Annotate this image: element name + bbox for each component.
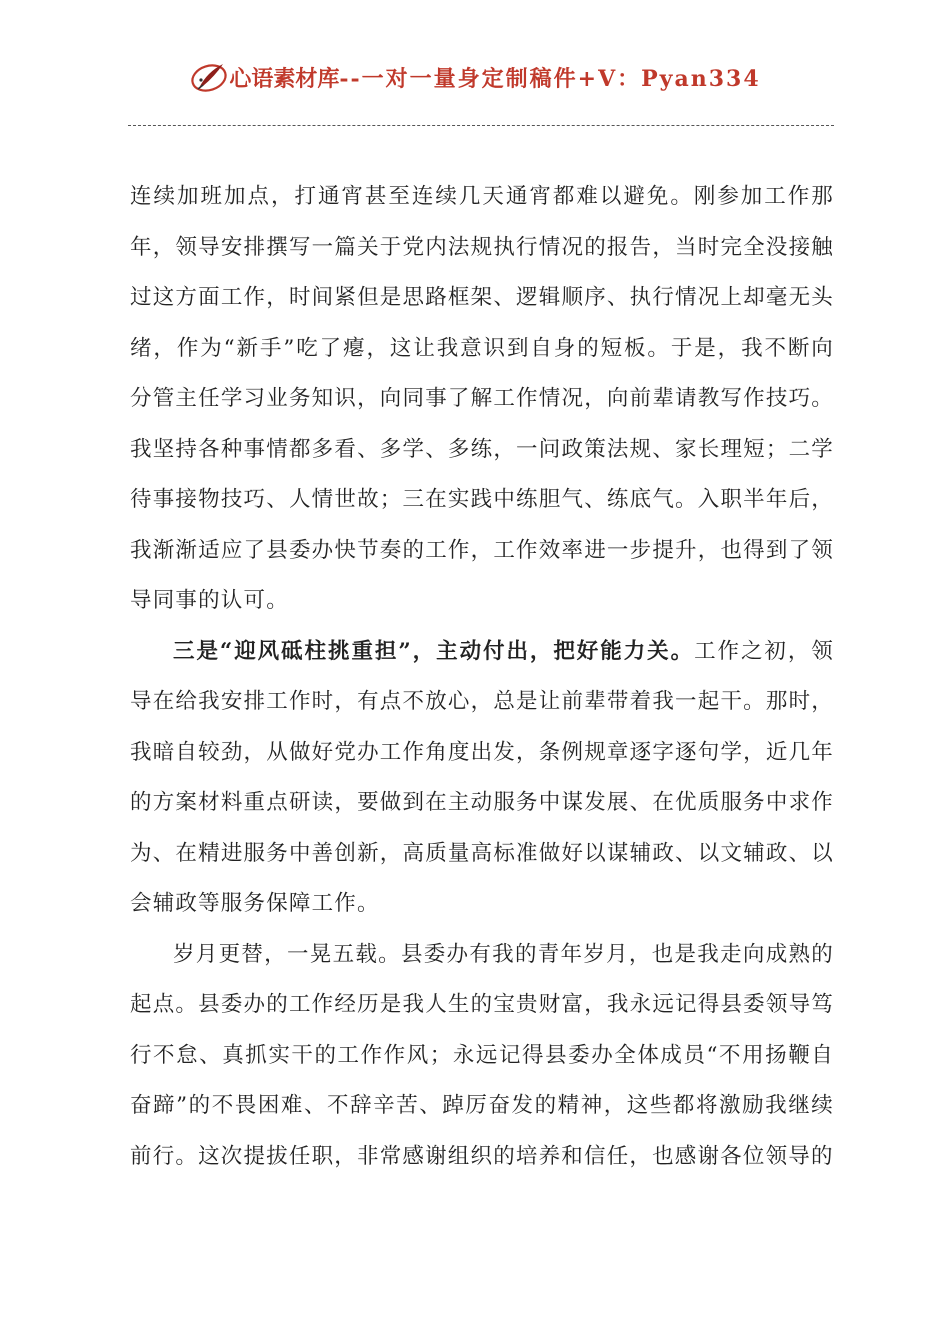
- document-body: [130, 172, 834, 1182]
- paragraph-3: 岁月更替，一晃五载。县委办有我的青年岁月，也是我走向成熟的起点。县委办的工作经历是我人生的宝贵财富，我永远记得县委领导笃行不怠、真抓实干的工作作风；永远记得县委办全体成员“不用扬鞭自奋蹄”的不畏困难、不辞辛苦、踔厉奋发的精神，这些都将激励我继续前行。这次提拔任职，非常感谢组织的培养和信任，也感谢各位领导的: [130, 941, 834, 1169]
- paragraph-2-text: 工作之初，领导在给我安排工作时，有点不放心，总是让前辈带着我一起干。那时，我暗自较劲，从做好党办工作角度出发，条例规章逐字逐句学，近几年的方案材料重点研读，要做到在主动服务中谋发展、在优质服务中求作为、在精进服务中善创新，高质量高标准做好以谋辅政、以文辅政、以会辅政等服务保障工作。: [130, 638, 835, 916]
- quill-pen-icon: [189, 58, 229, 96]
- page-header: [0, 58, 950, 106]
- paragraph-2: [130, 627, 834, 930]
- header-inner: [189, 58, 760, 96]
- paragraph-1: 连续加班加点，打通宵甚至连续几天通宵都难以避免。刚参加工作那年，领导安排撰写一篇关于党内法规执行情况的报告，当时完全没接触过这方面工作，时间紧但是思路框架、逻辑顺序、执行情况上却毫无头绪，作为“新手”吃了瘪，这让我意识到自身的短板。于是，我不断向分管主任学习业务知识，向同事了解工作情况，向前辈请教写作技巧。我坚持各种事情都多看、多学、多练，一问政策法规、家长理短；二学待事接物技巧、人情世故；三在实践中练胆气、练底气。入职半年后，我渐渐适应了县委办快节奏的工作，工作效率进一步提升，也得到了领导同事的认可。: [130, 184, 834, 613]
- header-tagline: --一对一量身定制稿件+V：Pyan334: [339, 65, 761, 92]
- brand-name: 心语素材库: [229, 65, 340, 92]
- header-divider: [128, 125, 834, 126]
- paragraph-2-heading: 三是“迎风砥柱挑重担”，主动付出，把好能力关。: [173, 638, 695, 664]
